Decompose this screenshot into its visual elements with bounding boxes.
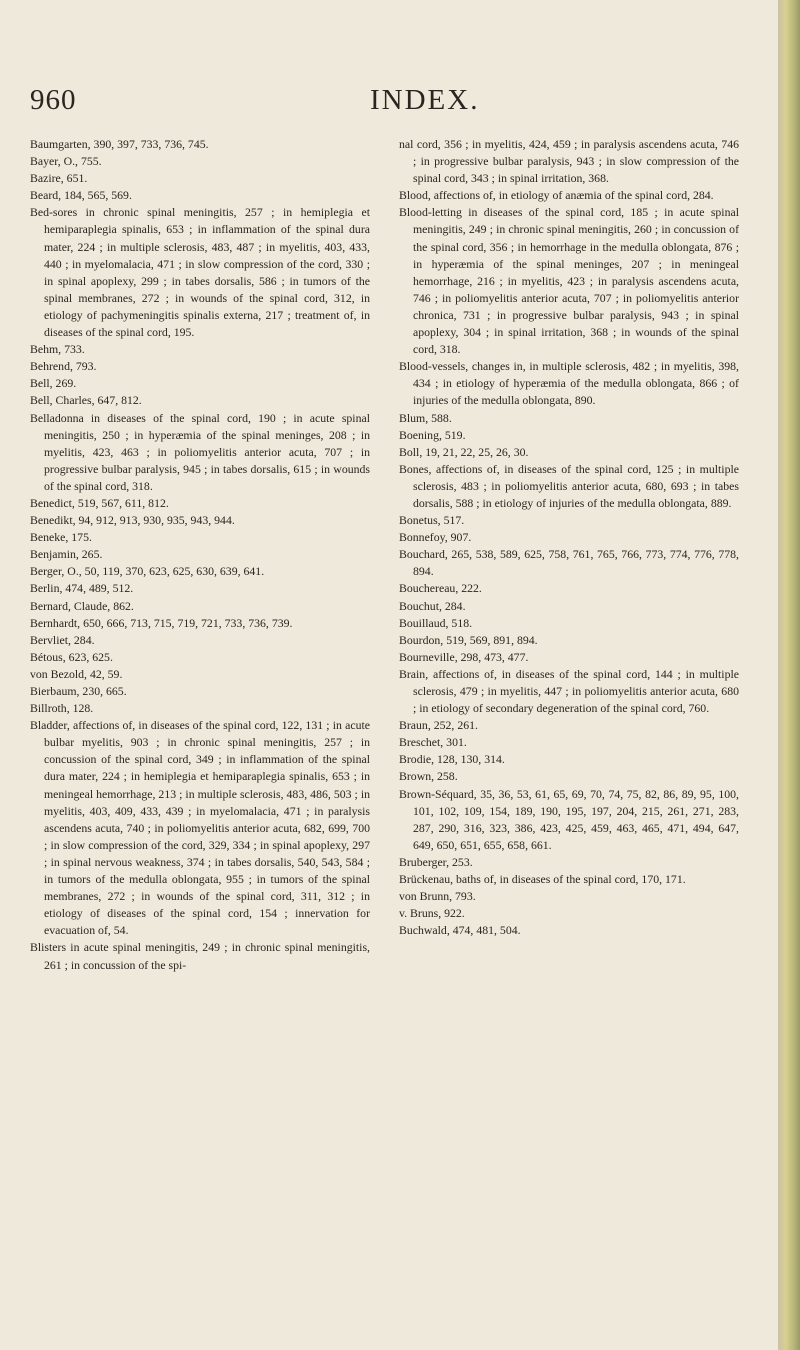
index-entry: Boll, 19, 21, 22, 25, 26, 30. [399, 444, 529, 459]
index-entry: Blood, affections of, in etiology of anæmia of the spinal cord, 284. [399, 188, 714, 203]
index-column-left [30, 136, 370, 974]
index-entry: Benjamin, 265. [30, 547, 103, 562]
index-entry: Bayer, O., 755. [30, 154, 102, 169]
index-entry: Beneke, 175. [30, 530, 92, 545]
index-entry: v. Bruns, 922. [399, 906, 465, 921]
index-entry: Blood-letting in diseases of the spinal cord, 185 ; in acute spinal meningitis, 249 ; in chronic spinal meningitis, 260 ; in concussion of the spinal cord, 356 ; in hemorrhage in the medulla oblongata, 876 ; in hyperæmia of the spinal meninges, 207 ; in meningeal hemorrhage, 216 ; in myelitis, 423 ; in paralysis ascendens acuta, 746 ; in poliomyelitis anterior acuta, 707 ; in poliomyelitis anterior chronica, 731 ; in progressive bulbar paralysis, 943 ; in spinal apoplexy, 304 ; in spinal irritation, 368 ; in wounds of the spinal cord, 318. [399, 205, 739, 357]
index-entry: Brückenau, baths of, in diseases of the spinal cord, 170, 171. [399, 872, 686, 887]
index-entry: Blisters in acute spinal meningitis, 249 ; in chronic spinal meningitis, 261 ; in concussion of the spi- [30, 940, 370, 972]
index-entry: Bierbaum, 230, 665. [30, 684, 127, 698]
index-entry: Billroth, 128. [30, 701, 94, 716]
index-entry: Bouchard, 265, 538, 589, 625, 758, 761, 765, 766, 773, 774, 776, 778, 894. [399, 547, 739, 579]
index-entry: Bouchereau, 222. [399, 581, 482, 596]
index-entry: Bed-sores in chronic spinal meningitis, 257 ; in hemiplegia et hemiparaplegia spinalis, 653 ; in inflammation of the spinal dura mater, 224 ; in multiple sclerosis, 483, 487 ; in myelitis, 403, 433, 440 ; in myelomalacia, 471 ; in slow compression of the cord, 330 ; in spinal apoplexy, 299 ; in tabes dorsalis, 586 ; in tumors of the spinal membranes, 272 ; in wounds of the spinal cord, 312, in etiology of pachymeningitis spinalis externa, 217 ; treatment of, in diseases of the spinal cord, 195. [30, 205, 370, 340]
index-entry: Brain, affections of, in diseases of the spinal cord, 144 ; in multiple sclerosis, 479 ; in myelitis, 447 ; in poliomyelitis anterior acuta, 680 ; in etiology of secondary degeneration of the spinal cord, 760. [399, 666, 739, 716]
index-entry: Bernhardt, 650, 666, 713, 715, 719, 721, 733, 736, 739. [30, 615, 293, 630]
index-entry: Bourdon, 519, 569, 891, 894. [399, 632, 538, 647]
index-entry: Blood-vessels, changes in, in multiple sclerosis, 482 ; in myelitis, 398, 434 ; in etiology of hyperæmia of the medulla oblongata, 866 ; of injuries of the medulla oblongata, 890. [399, 359, 739, 408]
index-entry: Breschet, 301. [399, 735, 467, 750]
index-entry: Behrend, 793. [30, 359, 97, 374]
index-entry: Bervliet, 284. [30, 632, 95, 647]
index-entry: Berlin, 474, 489, 512. [30, 581, 134, 596]
page-title: INDEX. [370, 84, 480, 116]
page-number: 960 [30, 84, 77, 116]
index-entry: Bruberger, 253. [399, 854, 473, 869]
index-entry: von Bezold, 42, 59. [30, 666, 123, 681]
index-column-right [399, 136, 739, 939]
index-entry: Bourneville, 298, 473, 477. [399, 649, 529, 664]
index-entry: Bazire, 651. [30, 171, 88, 186]
index-entry: von Brunn, 793. [399, 889, 476, 904]
index-entry: Baumgarten, 390, 397, 733, 736, 745. [30, 137, 209, 151]
index-entry: Bell, 269. [30, 376, 77, 391]
index-entry: Bétous, 623, 625. [30, 649, 113, 664]
index-entry: Belladonna in diseases of the spinal cord, 190 ; in acute spinal meningitis, 250 ; in hyperæmia of the spinal meninges, 208 ; in myelitis, 423, 463 ; in poliomyelitis anterior acuta, 707 ; in progressive bulbar paralysis, 945 ; in tabes dorsalis, 615 ; in wounds of the spinal cord, 318. [30, 410, 370, 493]
index-entry: Brown, 258. [399, 769, 458, 784]
index-entry: Bladder, affections of, in diseases of the spinal cord, 122, 131 ; in acute bulbar myelitis, 903 ; in chronic spinal meningitis, 257 ; in concussion of the spinal cord, 349 ; in inflammation of the spinal dura mater, 224 ; in hemiplegia et hemiparaplegia spinalis, 653 ; in meningeal hemorrhage, 213 ; in multiple sclerosis, 483, 486, 503 ; in myelitis, 403, 409, 433, 439 ; in myelomalacia, 471 ; in paralysis ascendens acuta, 740 ; in poliomyelitis anterior acuta, 682, 699, 700 ; in slow compression of the cord, 329, 334 ; in spinal apoplexy, 297 ; in spinal nervous weakness, 374 ; in tabes dorsalis, 540, 543, 584 ; in tumors of the medulla oblongata, 955 ; in tumors of the spinal membranes, 272 ; in wounds of the spinal cord, 311, 312 ; in etiology of diseases of the spinal cord, 154 ; innervation for evacuation of, 54. [30, 718, 370, 938]
index-entry: Bonetus, 517. [399, 513, 465, 528]
index-entry: Bouchut, 284. [399, 598, 466, 613]
index-entry: Boening, 519. [399, 427, 466, 442]
index-entry: Brodie, 128, 130, 314. [399, 752, 505, 767]
page-header [30, 84, 730, 124]
index-entry: Benedikt, 94, 912, 913, 930, 935, 943, 944. [30, 513, 235, 528]
page-edge [778, 0, 800, 1350]
index-entry: Bouillaud, 518. [399, 615, 473, 630]
index-entry: Bernard, Claude, 862. [30, 598, 134, 613]
index-entry: nal cord, 356 ; in myelitis, 424, 459 ; in paralysis ascendens acuta, 746 ; in progressive bulbar paralysis, 943 ; in slow compression of the spinal cord, 343 ; in spinal irritation, 368. [399, 137, 739, 186]
index-entry: Bones, affections of, in diseases of the spinal cord, 125 ; in multiple sclerosis, 483 ; in poliomyelitis anterior acuta, 680, 693 ; in tabes dorsalis, 588 ; in etiology of injuries of the medulla oblongata, 889. [399, 461, 739, 510]
index-entry: Braun, 252, 261. [399, 718, 478, 733]
index-entry: Brown-Séquard, 35, 36, 53, 61, 65, 69, 70, 74, 75, 82, 86, 89, 95, 100, 101, 102, 109, 154, 189, 190, 195, 197, 204, 215, 261, 271, 283, 287, 290, 316, 323, 386, 423, 425, 459, 463, 465, 471, 494, 647, 649, 650, 651, 655, 658, 661. [399, 786, 739, 852]
index-entry: Behm, 733. [30, 342, 85, 357]
index-entry: Buchwald, 474, 481, 504. [399, 923, 521, 938]
index-entry: Beard, 184, 565, 569. [30, 188, 132, 203]
index-entry: Berger, O., 50, 119, 370, 623, 625, 630, 639, 641. [30, 564, 265, 579]
index-entry: Bell, Charles, 647, 812. [30, 393, 142, 408]
index-entry: Benedict, 519, 567, 611, 812. [30, 495, 169, 510]
index-entry: Blum, 588. [399, 410, 452, 425]
index-entry: Bonnefoy, 907. [399, 530, 472, 545]
